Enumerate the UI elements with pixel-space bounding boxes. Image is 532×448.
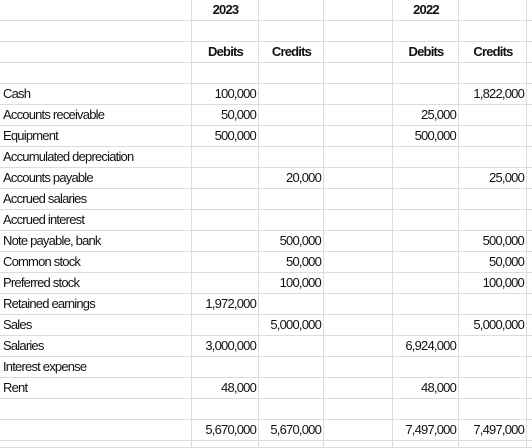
- account-name-cell[interactable]: Salaries: [0, 336, 192, 357]
- empty-cell[interactable]: [324, 210, 393, 231]
- debit-2022-cell[interactable]: 6,924,000: [393, 336, 459, 357]
- credit-2023-cell[interactable]: 100,000: [259, 273, 324, 294]
- total-credit-2023[interactable]: 5,670,000: [259, 420, 324, 441]
- debit-2022-cell[interactable]: [393, 315, 459, 336]
- credit-2023-cell[interactable]: [259, 357, 324, 378]
- empty-cell[interactable]: [324, 63, 393, 84]
- empty-cell[interactable]: [527, 42, 532, 63]
- empty-cell[interactable]: [527, 231, 532, 252]
- empty-cell[interactable]: [0, 63, 192, 84]
- credits-2022-header[interactable]: Credits: [459, 42, 527, 63]
- empty-cell[interactable]: [259, 63, 324, 84]
- total-credit-2022[interactable]: 7,497,000: [459, 420, 527, 441]
- debit-2022-cell[interactable]: [393, 84, 459, 105]
- empty-cell[interactable]: [324, 0, 393, 21]
- debit-2023-cell[interactable]: 500,000: [192, 126, 259, 147]
- debits-2023-header[interactable]: Debits: [192, 42, 259, 63]
- credit-2023-cell[interactable]: [259, 126, 324, 147]
- debit-2023-cell[interactable]: [192, 147, 259, 168]
- debit-2023-cell[interactable]: [192, 189, 259, 210]
- credit-2023-cell[interactable]: 50,000: [259, 252, 324, 273]
- credit-2022-cell[interactable]: 50,000: [459, 252, 527, 273]
- empty-cell[interactable]: [192, 63, 259, 84]
- empty-cell[interactable]: [527, 357, 532, 378]
- empty-cell[interactable]: [393, 63, 459, 84]
- credit-2023-cell[interactable]: [259, 336, 324, 357]
- debit-2023-cell[interactable]: [192, 168, 259, 189]
- empty-cell[interactable]: [527, 420, 532, 441]
- debit-2023-cell[interactable]: 100,000: [192, 84, 259, 105]
- empty-cell[interactable]: [324, 336, 393, 357]
- empty-cell[interactable]: [527, 0, 532, 21]
- empty-cell[interactable]: [259, 0, 324, 21]
- debit-2022-cell[interactable]: [393, 189, 459, 210]
- empty-cell[interactable]: [259, 441, 324, 448]
- empty-cell[interactable]: [324, 294, 393, 315]
- empty-cell[interactable]: [459, 399, 527, 420]
- credit-2022-cell[interactable]: [459, 105, 527, 126]
- credit-2023-cell[interactable]: [259, 294, 324, 315]
- credit-2022-cell[interactable]: [459, 336, 527, 357]
- credit-2023-cell[interactable]: 20,000: [259, 168, 324, 189]
- debit-2022-cell[interactable]: 48,000: [393, 378, 459, 399]
- account-name-cell[interactable]: Sales: [0, 315, 192, 336]
- credit-2023-cell[interactable]: 500,000: [259, 231, 324, 252]
- debit-2023-cell[interactable]: [192, 252, 259, 273]
- empty-cell[interactable]: [459, 0, 527, 21]
- debit-2022-cell[interactable]: [393, 231, 459, 252]
- empty-cell[interactable]: [527, 21, 532, 42]
- account-name-cell[interactable]: Equipment: [0, 126, 192, 147]
- empty-cell[interactable]: [0, 420, 192, 441]
- debit-2023-cell[interactable]: [192, 357, 259, 378]
- empty-cell[interactable]: [324, 168, 393, 189]
- empty-cell[interactable]: [324, 273, 393, 294]
- credit-2022-cell[interactable]: [459, 357, 527, 378]
- account-name-cell[interactable]: Common stock: [0, 252, 192, 273]
- credit-2023-cell[interactable]: 5,000,000: [259, 315, 324, 336]
- debit-2022-cell[interactable]: 500,000: [393, 126, 459, 147]
- empty-cell[interactable]: [527, 168, 532, 189]
- account-name-cell[interactable]: Retained earnings: [0, 294, 192, 315]
- account-name-cell[interactable]: Note payable, bank: [0, 231, 192, 252]
- credit-2022-cell[interactable]: 25,000: [459, 168, 527, 189]
- credit-2022-cell[interactable]: 500,000: [459, 231, 527, 252]
- credit-2022-cell[interactable]: 5,000,000: [459, 315, 527, 336]
- credit-2023-cell[interactable]: [259, 84, 324, 105]
- credit-2023-cell[interactable]: [259, 147, 324, 168]
- empty-cell[interactable]: [0, 441, 192, 448]
- empty-cell[interactable]: [324, 189, 393, 210]
- empty-cell[interactable]: [527, 147, 532, 168]
- empty-cell[interactable]: [527, 399, 532, 420]
- debit-2023-cell[interactable]: [192, 273, 259, 294]
- empty-cell[interactable]: [527, 315, 532, 336]
- year-2023-header[interactable]: 2023: [192, 0, 259, 21]
- debit-2023-cell[interactable]: 48,000: [192, 378, 259, 399]
- empty-cell[interactable]: [527, 210, 532, 231]
- total-debit-2023[interactable]: 5,670,000: [192, 420, 259, 441]
- empty-cell[interactable]: [527, 294, 532, 315]
- credit-2022-cell[interactable]: [459, 147, 527, 168]
- debit-2023-cell[interactable]: 50,000: [192, 105, 259, 126]
- empty-cell[interactable]: [259, 21, 324, 42]
- empty-cell[interactable]: [324, 441, 393, 448]
- total-debit-2022[interactable]: 7,497,000: [393, 420, 459, 441]
- account-name-cell[interactable]: Preferred stock: [0, 273, 192, 294]
- empty-cell[interactable]: [324, 357, 393, 378]
- empty-cell[interactable]: [0, 0, 192, 21]
- empty-cell[interactable]: [324, 315, 393, 336]
- empty-cell[interactable]: [324, 84, 393, 105]
- empty-cell[interactable]: [527, 273, 532, 294]
- account-name-cell[interactable]: Accounts receivable: [0, 105, 192, 126]
- empty-cell[interactable]: [324, 231, 393, 252]
- account-name-cell[interactable]: Accumulated depreciation: [0, 147, 192, 168]
- empty-cell[interactable]: [527, 252, 532, 273]
- empty-cell[interactable]: [324, 147, 393, 168]
- empty-cell[interactable]: [324, 420, 393, 441]
- empty-cell[interactable]: [393, 441, 459, 448]
- empty-cell[interactable]: [527, 105, 532, 126]
- empty-cell[interactable]: [527, 126, 532, 147]
- credit-2023-cell[interactable]: [259, 210, 324, 231]
- debit-2023-cell[interactable]: 3,000,000: [192, 336, 259, 357]
- credit-2022-cell[interactable]: [459, 126, 527, 147]
- debit-2022-cell[interactable]: [393, 210, 459, 231]
- debit-2022-cell[interactable]: 25,000: [393, 105, 459, 126]
- credits-2023-header[interactable]: Credits: [259, 42, 324, 63]
- empty-cell[interactable]: [0, 399, 192, 420]
- credit-2022-cell[interactable]: 1,822,000: [459, 84, 527, 105]
- empty-cell[interactable]: [527, 84, 532, 105]
- account-name-cell[interactable]: Accrued interest: [0, 210, 192, 231]
- debit-2023-cell[interactable]: 1,972,000: [192, 294, 259, 315]
- empty-cell[interactable]: [527, 63, 532, 84]
- empty-cell[interactable]: [0, 42, 192, 63]
- empty-cell[interactable]: [459, 441, 527, 448]
- account-name-cell[interactable]: Accrued salaries: [0, 189, 192, 210]
- debit-2022-cell[interactable]: [393, 273, 459, 294]
- account-name-cell[interactable]: Rent: [0, 378, 192, 399]
- debits-2022-header[interactable]: Debits: [393, 42, 459, 63]
- empty-cell[interactable]: [192, 441, 259, 448]
- credit-2023-cell[interactable]: [259, 378, 324, 399]
- debit-2022-cell[interactable]: [393, 252, 459, 273]
- empty-cell[interactable]: [527, 189, 532, 210]
- empty-cell[interactable]: [324, 126, 393, 147]
- empty-cell[interactable]: [259, 399, 324, 420]
- credit-2023-cell[interactable]: [259, 189, 324, 210]
- credit-2022-cell[interactable]: 100,000: [459, 273, 527, 294]
- debit-2023-cell[interactable]: [192, 210, 259, 231]
- debit-2022-cell[interactable]: [393, 168, 459, 189]
- empty-cell[interactable]: [459, 63, 527, 84]
- credit-2022-cell[interactable]: [459, 378, 527, 399]
- empty-cell[interactable]: [393, 21, 459, 42]
- empty-cell[interactable]: [393, 399, 459, 420]
- empty-cell[interactable]: [324, 378, 393, 399]
- empty-cell[interactable]: [324, 399, 393, 420]
- account-name-cell[interactable]: Interest expense: [0, 357, 192, 378]
- empty-cell[interactable]: [192, 399, 259, 420]
- account-name-cell[interactable]: Cash: [0, 84, 192, 105]
- year-2022-header[interactable]: 2022: [393, 0, 459, 21]
- empty-cell[interactable]: [324, 21, 393, 42]
- account-name-cell[interactable]: Accounts payable: [0, 168, 192, 189]
- empty-cell[interactable]: [324, 252, 393, 273]
- empty-cell[interactable]: [324, 42, 393, 63]
- empty-cell[interactable]: [192, 21, 259, 42]
- credit-2022-cell[interactable]: [459, 294, 527, 315]
- credit-2022-cell[interactable]: [459, 189, 527, 210]
- empty-cell[interactable]: [527, 441, 532, 448]
- empty-cell[interactable]: [459, 21, 527, 42]
- debit-2022-cell[interactable]: [393, 357, 459, 378]
- empty-cell[interactable]: [527, 336, 532, 357]
- empty-cell[interactable]: [0, 21, 192, 42]
- credit-2023-cell[interactable]: [259, 105, 324, 126]
- empty-cell[interactable]: [527, 378, 532, 399]
- debit-2023-cell[interactable]: [192, 231, 259, 252]
- debit-2022-cell[interactable]: [393, 294, 459, 315]
- debit-2022-cell[interactable]: [393, 147, 459, 168]
- credit-2022-cell[interactable]: [459, 210, 527, 231]
- debit-2023-cell[interactable]: [192, 315, 259, 336]
- empty-cell[interactable]: [324, 105, 393, 126]
